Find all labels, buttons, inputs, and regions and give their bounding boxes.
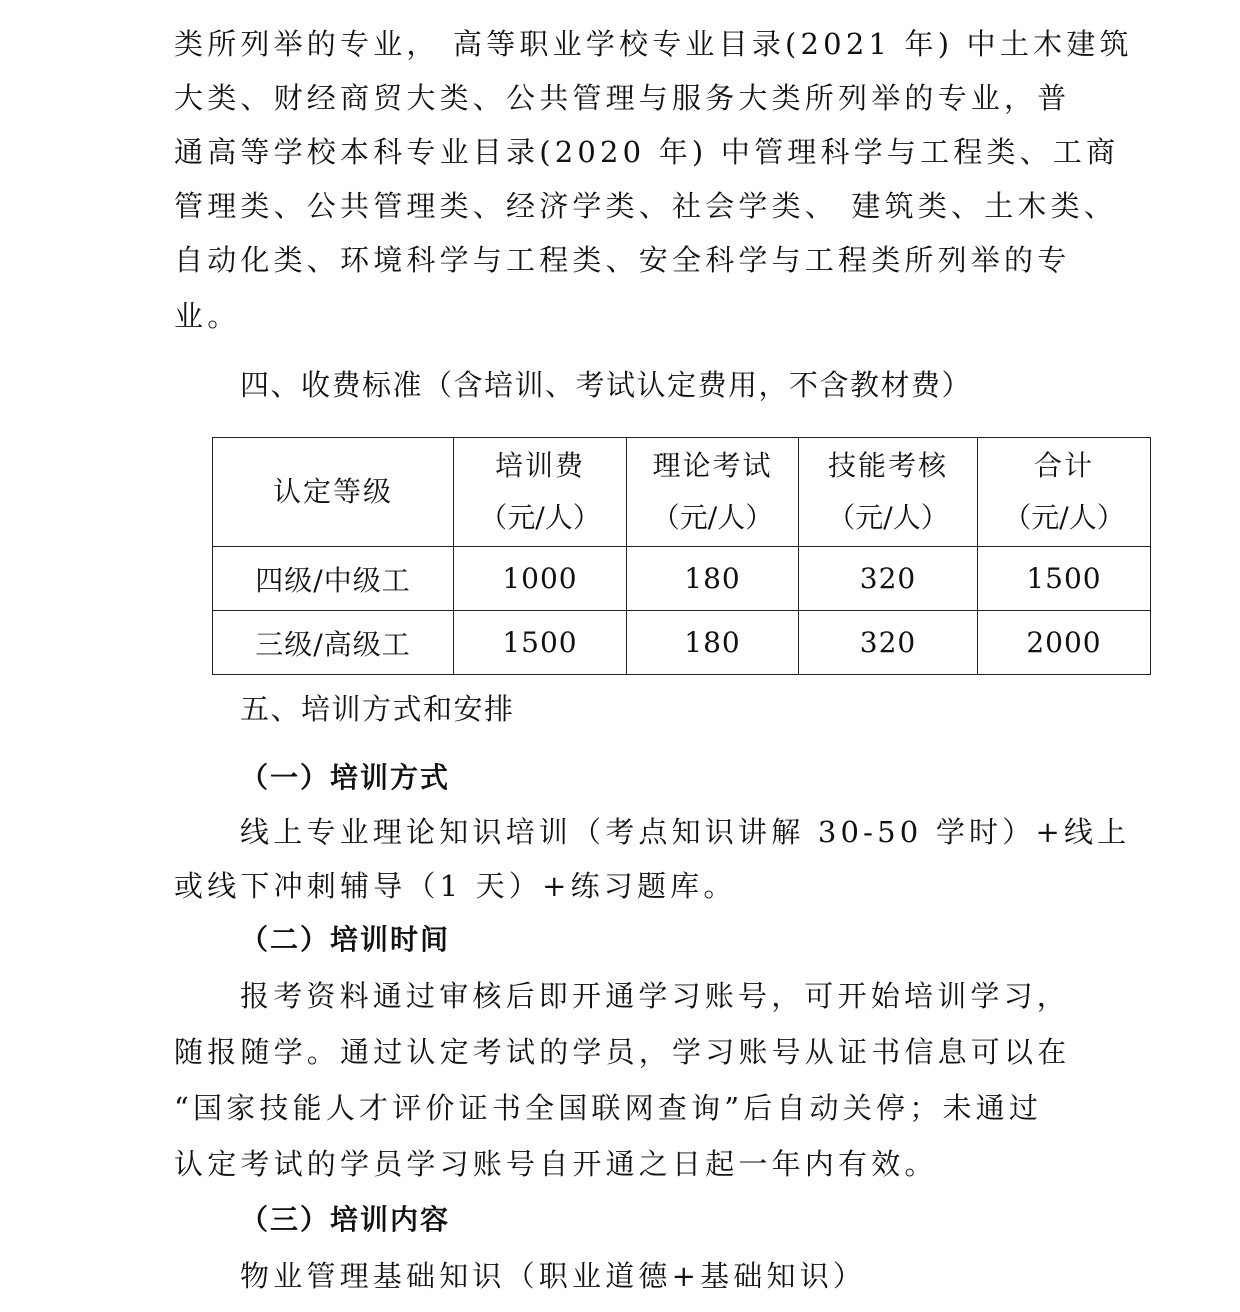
- header-theory-exam-label: 理论考试: [652, 449, 773, 482]
- header-total: [978, 438, 1151, 547]
- header-skill-assessment-unit: （元/人）: [827, 501, 949, 534]
- intro-line-3: 通高等学校本科专业目录(2020 年) 中管理科学与工程类、工商: [174, 135, 1120, 169]
- intro-line-6: 业。: [174, 299, 241, 333]
- fee-table: [212, 437, 1151, 675]
- intro-line-1: 类所列举的专业， 高等职业学校专业目录(2021 年) 中土木建筑: [174, 27, 1133, 61]
- cell-total: 1500: [978, 547, 1151, 611]
- subsection-2-line-3: “国家技能人才评价证书全国联网查询”后自动关停；未通过: [174, 1091, 1043, 1125]
- intro-line-2: 大类、财经商贸大类、公共管理与服务大类所列举的专业，普: [174, 81, 1071, 115]
- table-row: [213, 547, 1151, 611]
- cell-training-fee: 1000: [454, 547, 627, 611]
- header-theory-exam-unit: （元/人）: [651, 501, 774, 534]
- cell-theory-exam: 180: [627, 611, 799, 675]
- header-training-fee-label: 培训费: [494, 449, 585, 482]
- subsection-2-line-2: 随报随学。通过认定考试的学员，学习账号从证书信息可以在: [174, 1035, 1071, 1069]
- cell-grade: 三级/高级工: [213, 611, 454, 675]
- subsection-2-line-4: 认定考试的学员学习账号自开通之日起一年内有效。: [174, 1147, 938, 1181]
- cell-grade: 四级/中级工: [213, 547, 454, 611]
- cell-skill-assessment: 320: [799, 611, 978, 675]
- header-total-label: 合计: [1033, 449, 1094, 482]
- cell-skill-assessment: 320: [799, 547, 978, 611]
- subsection-2-heading: （二）培训时间: [240, 923, 451, 956]
- header-theory-exam: [627, 438, 799, 547]
- fee-table-header-row: [213, 438, 1151, 547]
- table-row: [213, 611, 1151, 675]
- subsection-1-line-1: 线上专业理论知识培训（考点知识讲解 30-50 学时）+线上: [240, 815, 1131, 849]
- subsection-3-line-1: 物业管理基础知识（职业道德+基础知识）: [240, 1259, 867, 1293]
- cell-total: 2000: [978, 611, 1151, 675]
- header-grade-label: 认定等级: [272, 475, 393, 508]
- subsection-1-heading: （一）培训方式: [240, 761, 451, 794]
- header-skill-assessment-label: 技能考核: [827, 449, 948, 482]
- intro-line-5: 自动化类、环境科学与工程类、安全科学与工程类所列举的专: [174, 243, 1071, 277]
- section-5-heading: 五、培训方式和安排: [240, 692, 515, 726]
- cell-theory-exam: 180: [627, 547, 799, 611]
- cell-training-fee: 1500: [454, 611, 627, 675]
- intro-line-4: 管理类、公共管理类、经济学类、社会学类、 建筑类、土木类、: [174, 189, 1118, 223]
- section-4-heading: 四、收费标准（含培训、考试认定费用，不含教材费）: [240, 368, 973, 402]
- subsection-3-heading: （三）培训内容: [240, 1203, 451, 1236]
- header-total-unit: （元/人）: [1003, 501, 1125, 534]
- header-grade: [213, 438, 454, 547]
- header-training-fee: [454, 438, 627, 547]
- header-skill-assessment: [799, 438, 978, 547]
- subsection-1-line-2: 或线下冲刺辅导（1 天）+练习题库。: [174, 869, 737, 903]
- subsection-2-line-1: 报考资料通过审核后即开通学习账号，可开始培训学习，: [240, 979, 1071, 1013]
- header-training-fee-unit: （元/人）: [479, 501, 601, 534]
